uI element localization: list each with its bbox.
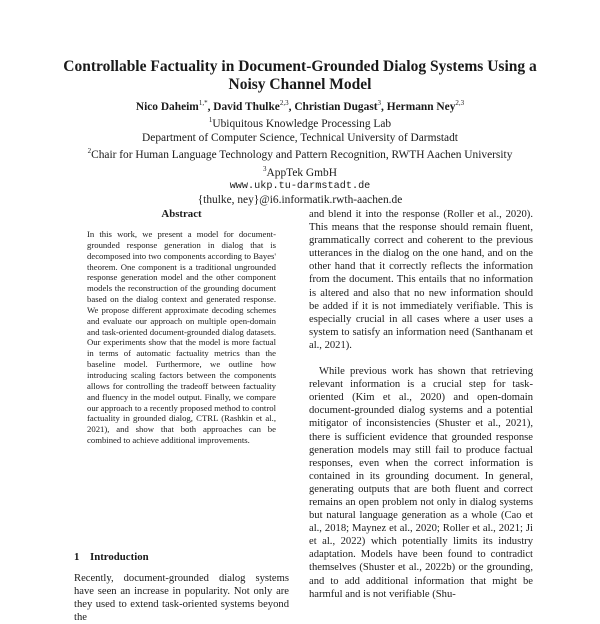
author-block xyxy=(40,97,560,207)
author-name: Christian Dugast xyxy=(294,100,378,113)
author-mark: 2,3 xyxy=(279,99,289,107)
author-mark: 1,* xyxy=(198,99,208,107)
affiliation-mark: 1 xyxy=(208,116,213,125)
right-column xyxy=(309,208,533,601)
affiliation-text: Department of Computer Science, Technical University of Darmstadt xyxy=(142,131,458,144)
author-names: Nico Daheim$^{1,*}$, David Thulke$^{2,3}$, Christian Dugast$^3$, Hermann Ney$^{2,3}$ xyxy=(135,99,465,113)
section-title: Introduction xyxy=(90,551,149,563)
author-url: www.ukp.tu-darmstadt.de xyxy=(229,181,371,193)
introduction-text: Recently, document-grounded dialog systems have seen an increase in popularity. Not only are they used to extend task-oriented systems beyond the xyxy=(74,573,289,624)
abstract-heading: Abstract xyxy=(161,208,202,220)
affiliation xyxy=(40,163,560,180)
paper-title: Controllable Factuality in Document-Grounded Dialog Systems Using a Noisy Channel Model xyxy=(63,58,537,93)
left-column xyxy=(74,208,289,624)
author-name: David Thulke xyxy=(213,100,280,113)
author-mark: 3 xyxy=(377,99,382,107)
author-name: Nico Daheim xyxy=(135,100,199,113)
section-number: 1 xyxy=(74,551,80,563)
affiliation-text: AppTek GmbH xyxy=(266,166,337,179)
affiliation xyxy=(40,145,560,162)
affiliation-text: Chair for Human Language Technology and Pattern Recognition, RWTH Aachen University xyxy=(91,149,513,162)
affiliation xyxy=(40,132,560,146)
author-email: {thulke, ney}@i6.informatik.rwth-aachen.de xyxy=(197,193,403,206)
affiliation-text: Ubiquitous Knowledge Processing Lab xyxy=(212,118,392,131)
body-paragraph: While previous work has shown that retrieving relevant information is a crucial step for task-oriented (Kim et al., 2020) and open-domain document-grounded dialog systems and a potential mitigator of inconsistencies (Shuster et al., 2021), there is sufficient evidence that grounded response generation models may still fail to produce factual responses, even when the correct information is contained in its grounding document. In general, generating outputs that are both fluent and correct remains an open problem not only in dialog systems but natural language generation as a whole (Cao et al., 2018; Maynez et al., 2020; Roller et al., 2021; Ji et al., 2022) which potentially limits its industry adaptation. Models have been found to contradict themselves (Shuster et al., 2022b) or the grounding, and to add additional information that might be harmful and is not verifiable (Shu- xyxy=(309,366,533,600)
affiliation xyxy=(40,114,560,131)
affiliation-mark: 3 xyxy=(263,164,267,173)
abstract-text: In this work, we present a model for document-grounded response generation in dialog that is decomposed into two components according to Bayes' theorem. One component is a traditional ungrounded response generation model and the other component models the reconstruction of the grounding document based on the dialog context and generated response. We propose different approximate decoding schemes and evaluate our approach on multiple open-domain and task-oriented document-grounded dialog datasets. Our experiments show that the model is more factual in terms of automatic factuality metrics than the baseline model. Furthermore, we outline how introducing scaling factors between the components allows for controlling the tradeoff between factuality and fluency in the model output. Finally, we compare our approach to a recently proposed method to control factuality in grounded dialog, CTRL (Rashkin et al., 2021), and show that both approaches can be combined to achieve additional improvements. xyxy=(87,229,276,446)
section-heading xyxy=(74,551,289,563)
body-paragraph: and blend it into the response (Roller et al., 2020). This means that the response should remain fluent, grammatically correct and coherent to the previous utterances in the dialog on the one hand, and on the other hand that it correctly reflects the information from the document. This entails that no information is altered and also that no new information should be added if it is not immediately verifiable. This is especially crucial in all cases where a user uses a system to satisfy an information need (Santhanam et al., 2021). xyxy=(309,209,533,351)
author-name: Hermann Ney xyxy=(386,100,456,113)
author-mark: 2,3 xyxy=(455,99,465,107)
affiliation-mark: 2 xyxy=(87,147,92,156)
